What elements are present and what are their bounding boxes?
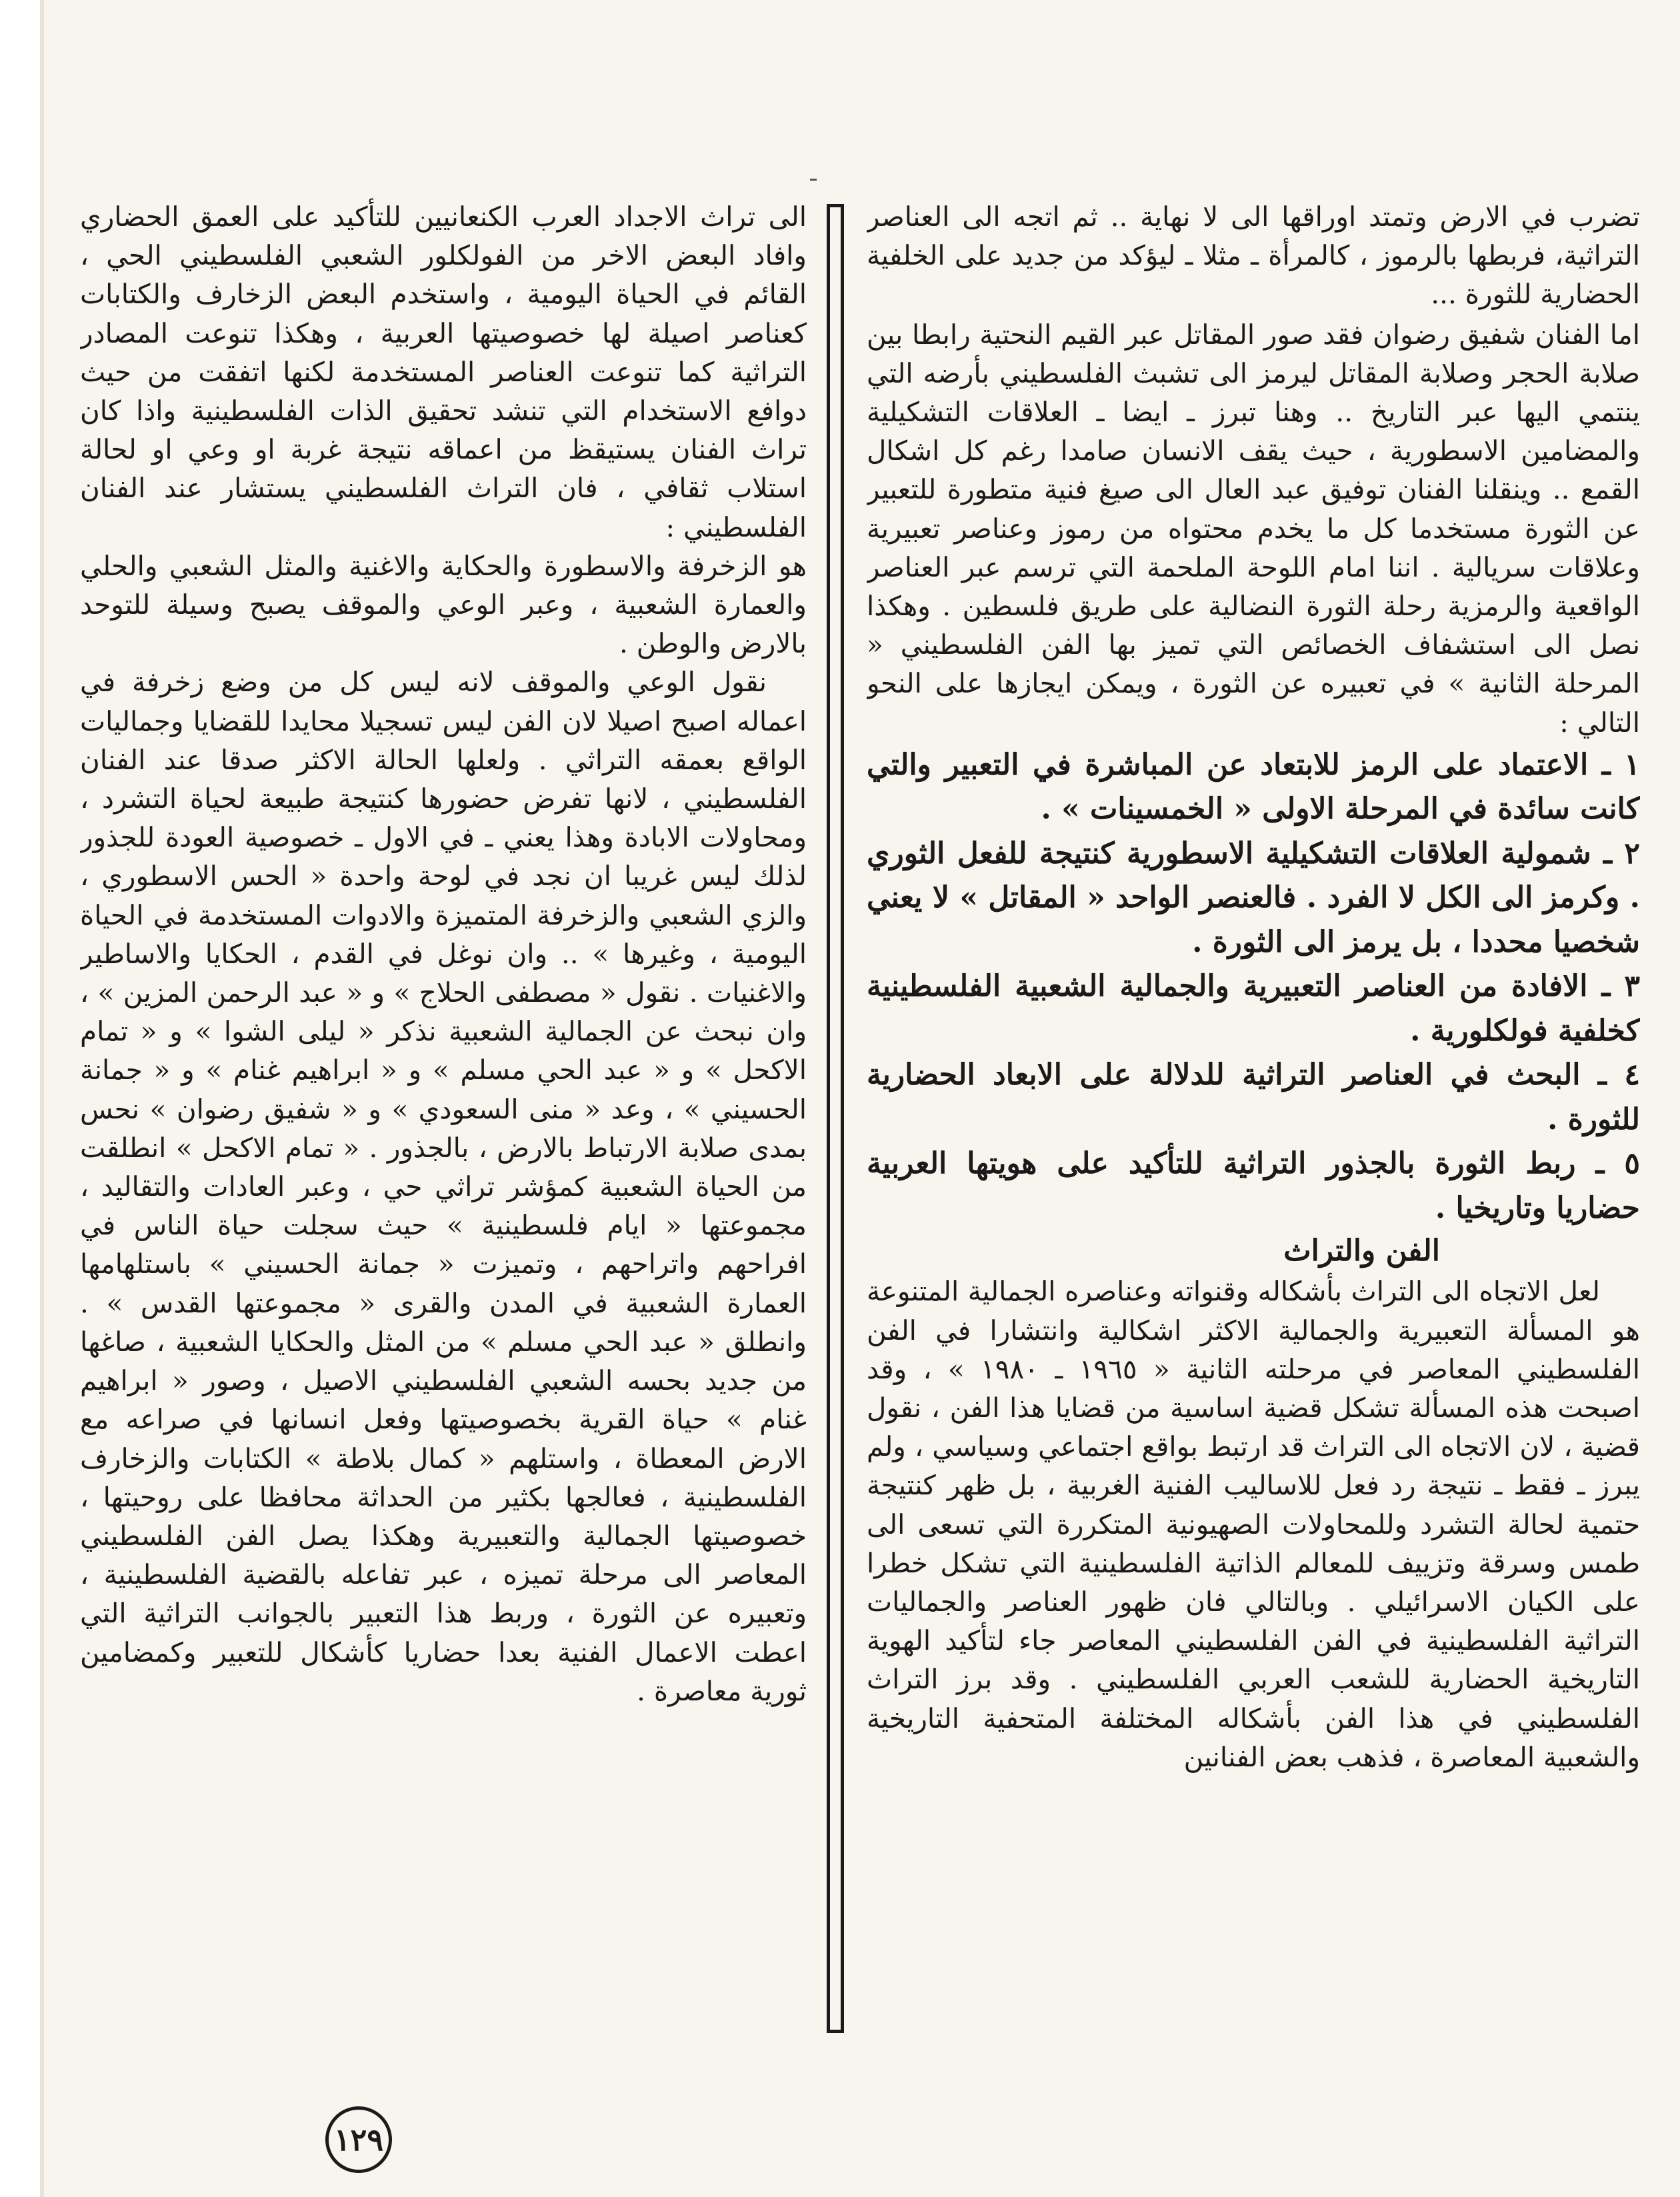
numbered-point: ١ ـ الاعتماد على الرمز للابتعاد عن المباشرة في التعبير والتي كانت سائدة في المرحلة الاولى « الخمسينات » . <box>867 747 1640 827</box>
column-divider <box>827 204 844 2033</box>
left-paragraph: الى تراث الاجداد العرب الكنعانيين للتأكيد على العمق الحضاري وافاد البعض الاخر من الفولكلور الشعبي الفلسطيني الحي ، القائم في الحياة اليومية ، واستخدم البعض الزخارف والكتابات كعناصر اصيلة لها خصوصيتها العربية ، وهكذا تنوعت المصادر التراثية كما تنوعت العناصر المستخدمة لكنها اتفقت من حيث دوافع الاستخدام التي تنشد تحقيق الذات الفلسطينية واذا كان تراث الفنان يستيقظ من اعماقه نتيجة غربة او وعي او لحالة استلاب ثقافي ، فان التراث الفلسطيني يستشار عند الفنان الفلسطيني : <box>80 201 807 543</box>
left-paragraph: هو الزخرفة والاسطورة والحكاية والاغنية والمثل الشعبي والحلي والعمارة الشعبية ، وعبر الوعي والموقف يصبح وسيلة للتوحد بالارض والوطن . <box>80 549 807 660</box>
page-gutter-shadow <box>40 0 44 2197</box>
page-edge <box>0 0 40 2197</box>
left-paragraph: نقول الوعي والموقف لانه ليس كل من وضع زخرفة في اعماله اصبح اصيلا لان الفن ليس تسجيلا محايدا للقضايا وجماليات الواقع بعمقه التراثي . ولعلها الحالة الاكثر صدقا عند الفنان الفلسطيني ، لانها تفرض حضورها كنتيجة طبيعة لحياة التشرد ، ومحاولات الابادة وهذا يعني ـ في الاول ـ خصوصية العودة للجذور لذلك ليس غريبا ان نجد في لوحة واحدة « الحس الاسطوري ، والزي الشعبي والزخرفة المتميزة والادوات المستخدمة في الحياة اليومية ، وغيرها » .. وان نوغل في القدم ، الحكايا والاساطير والاغنيات . نقول « مصطفى الحلاج » و « عبد الرحمن المزين » ، وان نبحث عن الجمالية الشعبية نذكر « ليلى الشوا » و « تمام الاكحل » و « عبد الحي مسلم » و « ابراهيم غنام » و « جمانة الحسيني » ، وعد « منى السعودي » و « شفيق رضوان » نحس بمدى صلابة الارتباط بالارض ، بالجذور . « تمام الاكحل » انطلقت من الحياة الشعبية كمؤشر تراثي حي ، وعبر العادات والتقاليد ، مجموعتها « ايام فلسطينية » حيث سجلت حياة الناس في افراحهم واتراحهم ، وتميزت « جمانة الحسيني » باستلهامها العمارة الشعبية في المدن والقرى « مجموعتها القدس » . وانطلق « عبد الحي مسلم » من المثل والحكايا الشعبية ، صاغها من جديد بحسه الشعبي الفلسطيني الاصيل ، وصور « ابراهيم غنام » حياة القرية بخصوصيتها وفعل انسانها في صراعه مع الارض المعطاة ، واستلهم « كمال بلاطة » الكتابات والزخارف الفلسطينية ، فعالجها بكثير من الحداثة محافظا على روحيتها ، خصوصيتها الجمالية والتعبيرية وهكذا يصل الفن الفلسطيني المعاصر الى مرحلة تميزه ، عبر تفاعله بالقضية الفلسطينية ، وتعبيره عن الثورة ، وربط هذا التعبير بالجوانب التراثية التي اعطت الاعمال الفنية بعدا حضاريا كأشكال للتعبير وكمضامين ثورية معاصرة . <box>80 666 807 1707</box>
column-tick-mark <box>810 179 817 181</box>
numbered-point: ٤ ـ البحث في العناصر التراثية للدلالة على الابعاد الحضارية للثورة . <box>867 1058 1640 1136</box>
left-text-column <box>80 197 807 2104</box>
numbered-point: ٥ ـ ربط الثورة بالجذور التراثية للتأكيد على هويتها العربية حضاريا وتاريخيا . <box>867 1146 1640 1225</box>
right-paragraph: لعل الاتجاه الى التراث بأشكاله وقنواته وعناصره الجمالية المتنوعة هو المسألة التعبيرية والجمالية الاكثر اشكالية وانتشارا في الفن الفلسطيني المعاصر في مرحلته الثانية « ١٩٦٥ ـ ١٩٨٠ » ، وقد اصبحت هذه المسألة تشكل قضية اساسية من قضايا هذا الفن ، نقول قضية ، لان الاتجاه الى التراث قد ارتبط بواقع اجتماعي وسياسي ، ولم يبرز ـ فقط ـ نتيجة رد فعل للاساليب الفنية الغربية ، بل ظهر كنتيجة حتمية لحالة التشرد وللمحاولات الصهيونية المتكررة التي تسعى الى طمس وسرقة وتزييف للمعالم الذاتية الفلسطينية التي تشكل خطرا على الكيان الاسرائيلي . وبالتالي فان ظهور العناصر والجماليات التراثية الفلسطينية في الفن الفلسطيني المعاصر جاء لتأكيد الهوية التاريخية الحضارية للشعب العربي الفلسطيني . وقد برز التراث الفلسطيني في هذا الفن بأشكاله المختلفة المتحفية التاريخية والشعبية المعاصرة ، فذهب بعض الفنانين <box>867 1275 1640 1773</box>
numbered-point: ٣ ـ الافادة من العناصر التعبيرية والجمالية الشعبية الفلسطينية كخلفية فولكلورية . <box>867 969 1640 1048</box>
numbered-point: ٢ ـ شمولية العلاقات التشكيلية الاسطورية كنتيجة للفعل الثوري . وكرمز الى الكل لا الفرد . فالعنصر الواحد « المقاتل » لا يعني شخصيا محددا ، بل يرمز الى الثورة . <box>867 836 1640 959</box>
page-number: ١٢٩ <box>325 2106 392 2173</box>
right-paragraph: تضرب في الارض وتمتد اوراقها الى لا نهاية .. ثم اتجه الى العناصر التراثية، فربطها بالرموز ، كالمرأة ـ مثلا ـ ليؤكد من جديد على الخلفية الحضارية للثورة ... <box>867 201 1640 311</box>
right-paragraph: اما الفنان شفيق رضوان فقد صور المقاتل عبر القيم النحتية رابطا بين صلابة الحجر وصلابة المقاتل ليرمز الى تشبث الفلسطيني بأرضه التي ينتمي اليها عبر التاريخ .. وهنا تبرز ـ ايضا ـ العلاقات التشكيلية والمضامين الاسطورية ، حيث يقف الانسان صامدا رغم كل اشكال القمع .. وينقلنا الفنان توفيق عبد العال الى صيغ فنية متطورة للتعبير عن الثورة مستخدما كل ما يخدم محتواه من رموز وعناصر تعبيرية وعلاقات سريالية . اننا امام اللوحة الملحمة التي ترسم عبر العناصر الواقعية والرمزية رحلة الثورة النضالية على طريق فلسطين . وهكذا نصل الى استشفاف الخصائص التي تميز بها الفن الفلسطيني « المرحلة الثانية » في تعبيره عن الثورة ، ويمكن ايجازها على النحو التالي : <box>867 318 1640 739</box>
section-heading: الفن والتراث <box>1283 1234 1440 1268</box>
right-text-column <box>867 197 1640 2124</box>
